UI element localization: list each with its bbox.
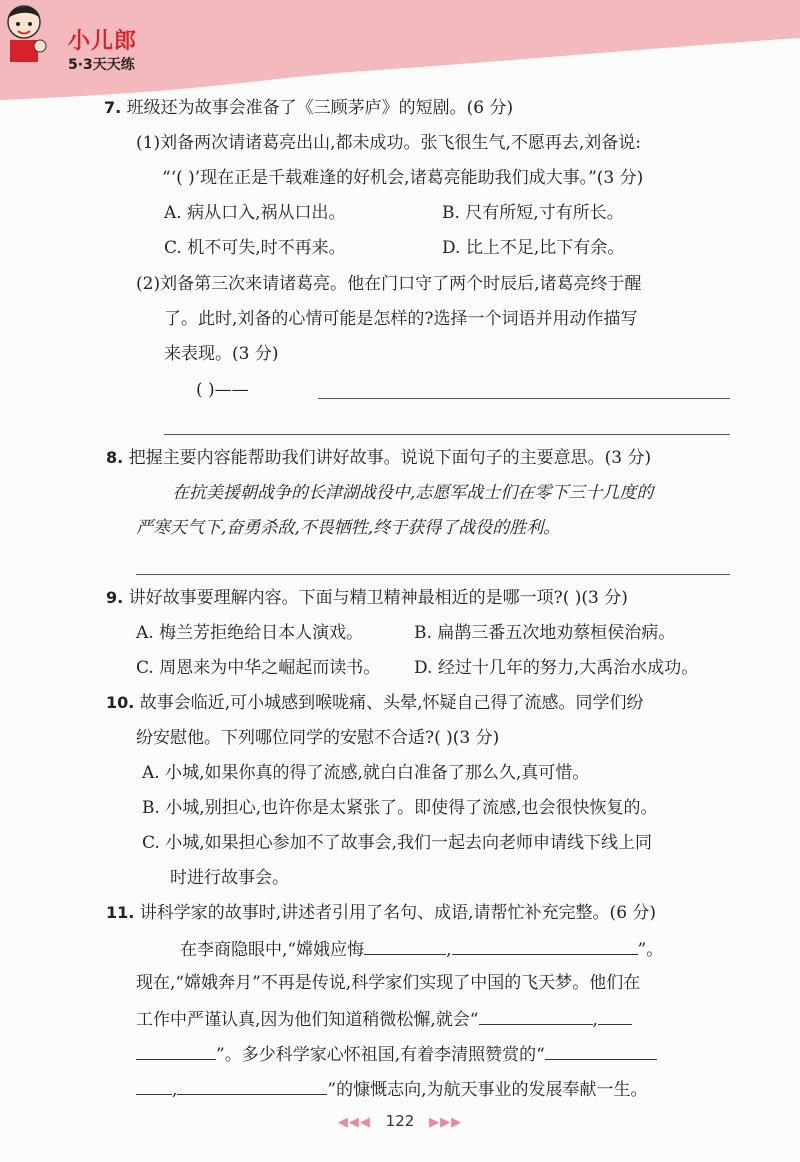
q7-part2-line2: 了。此时,刘备的心情可能是怎样的?选择一个词语并用动作描写 (164, 309, 638, 329)
page-number: 122 (385, 1112, 415, 1130)
q8-answer-line[interactable] (136, 574, 730, 575)
q10-stem-line1 (106, 691, 644, 715)
q9-option-c[interactable]: C. 周恩来为中华之崛起而读书。 (136, 658, 381, 678)
q7-option-b[interactable]: B. 尺有所短,寸有所长。 (442, 203, 624, 223)
q10-option-a[interactable]: A. 小城,如果你真的得了流感,就白白准备了那么久,真可惜。 (142, 763, 590, 783)
q7-stem (104, 96, 513, 120)
q11-line2: 现在,“嫦娥奔月”不再是传说,科学家们实现了中国的飞天梦。他们在 (136, 973, 641, 993)
q7-answer-line-1[interactable] (318, 398, 730, 399)
q7-part1-line2: “‘( )’现在正是千载难逢的好机会,诸葛亮能助我们成大事。”(3 分) (162, 168, 644, 188)
brand-title: 小儿郎 (68, 29, 138, 54)
q8-quote-line1: 在抗美援朝战争的长津湖战役中,志愿军战士们在零下三十几度的 (172, 483, 654, 503)
q11-line3-text-a: 工作中严谨认真,因为他们知道稍微松懈,就会“ (136, 1010, 479, 1030)
q11-line4 (136, 1041, 657, 1067)
q11-blank-3[interactable] (479, 1006, 593, 1025)
q11-line4-text-a: ”。多少科学家心怀祖国,有着李清照赞赏的“ (216, 1045, 545, 1065)
q7-option-c[interactable]: C. 机不可失,时不再来。 (164, 238, 346, 258)
q11-blank-4a[interactable] (598, 1006, 632, 1025)
q11-stem-text: 讲科学家的故事时,讲述者引用了名句、成语,请帮忙补充完整。(6 分) (139, 903, 657, 923)
q11-blank-2[interactable] (452, 936, 638, 955)
q10-option-c-line1[interactable]: C. 小城,如果担心参加不了故事会,我们一起去向老师申请线下线上同 (142, 833, 653, 853)
q11-blank-5a[interactable] (545, 1041, 657, 1060)
q7-stem-text: 班级还为故事会准备了《三顾茅庐》的短剧。(6 分) (126, 98, 514, 118)
q8-stem (106, 446, 651, 470)
q11-line5 (136, 1076, 648, 1102)
q11-line1 (180, 936, 663, 962)
prev-arrows-icon: ◀◀◀ (337, 1115, 371, 1130)
q8-quote-line2: 严寒天气下,奋勇杀敌,不畏牺牲,终于获得了战役的胜利。 (136, 518, 561, 538)
q7-number: 7. (104, 98, 122, 117)
next-arrows-icon: ▶▶▶ (429, 1115, 463, 1130)
q9-stem (106, 586, 628, 610)
q10-stem-line2: 纷安慰他。下列哪位同学的安慰不合适?( )(3 分) (136, 728, 500, 748)
q11-line1-text-c: ”。 (637, 940, 664, 960)
q11-stem (106, 901, 656, 925)
q8-number: 8. (106, 448, 124, 467)
q9-number: 9. (106, 588, 124, 607)
q11-blank-4b[interactable] (136, 1041, 216, 1060)
q7-option-a[interactable]: A. 病从口入,祸从口出。 (164, 203, 346, 223)
q9-option-a[interactable]: A. 梅兰芳拒绝给日本人演戏。 (136, 623, 364, 643)
q11-blank-5b[interactable] (136, 1076, 172, 1095)
q11-number: 11. (106, 903, 135, 922)
q11-line1-text-b: , (446, 940, 452, 960)
q9-option-b[interactable]: B. 扁鹊三番五次地劝蔡桓侯治病。 (414, 623, 676, 643)
q9-stem-text: 讲好故事要理解内容。下面与精卫精神最相近的是哪一项?( )(3 分) (128, 588, 628, 608)
series-title: 5·3天天练 (68, 57, 135, 73)
q11-blank-1[interactable] (364, 936, 446, 955)
q11-line5-text-a: , (172, 1080, 178, 1100)
q11-line5-text-b: ”的慷慨志向,为航天事业的发展奉献一生。 (327, 1080, 648, 1100)
q10-option-b[interactable]: B. 小城,别担心,也许你是太紧张了。即使得了流感,也会很快恢复的。 (142, 798, 658, 818)
q7-part2-line3: 来表现。(3 分) (164, 344, 279, 364)
mascot-icon (0, 0, 48, 64)
q7-part2-line1: (2)刘备第三次来请诸葛亮。他在门口守了两个时辰后,诸葛亮终于醒 (136, 274, 642, 294)
q7-option-d[interactable]: D. 比上不足,比下有余。 (442, 238, 625, 258)
q9-option-d[interactable]: D. 经过十几年的努力,大禹治水成功。 (414, 658, 699, 678)
brand-logo (68, 24, 198, 76)
q10-stem-text: 故事会临近,可小城感到喉咙痛、头晕,怀疑自己得了流感。同学们纷 (139, 693, 644, 713)
q11-line1-text-a: 在李商隐眼中,“嫦娥应悔 (180, 940, 365, 960)
page-footer (0, 1112, 800, 1130)
q11-line3 (136, 1006, 632, 1032)
q10-number: 10. (106, 693, 135, 712)
q10-option-c-line2: 时进行故事会。 (170, 868, 289, 888)
q11-line3-text-b: , (592, 1010, 598, 1030)
page-header (0, 0, 800, 100)
q7-answer-prefix: ( )—— (196, 380, 249, 400)
q8-stem-text: 把握主要内容能帮助我们讲好故事。说说下面句子的主要意思。(3 分) (128, 448, 652, 468)
q11-blank-6[interactable] (177, 1076, 327, 1095)
q7-answer-line-2[interactable] (164, 434, 730, 435)
q7-part1-line1: (1)刘备两次请诸葛亮出山,都未成功。张飞很生气,不愿再去,刘备说: (136, 133, 642, 153)
